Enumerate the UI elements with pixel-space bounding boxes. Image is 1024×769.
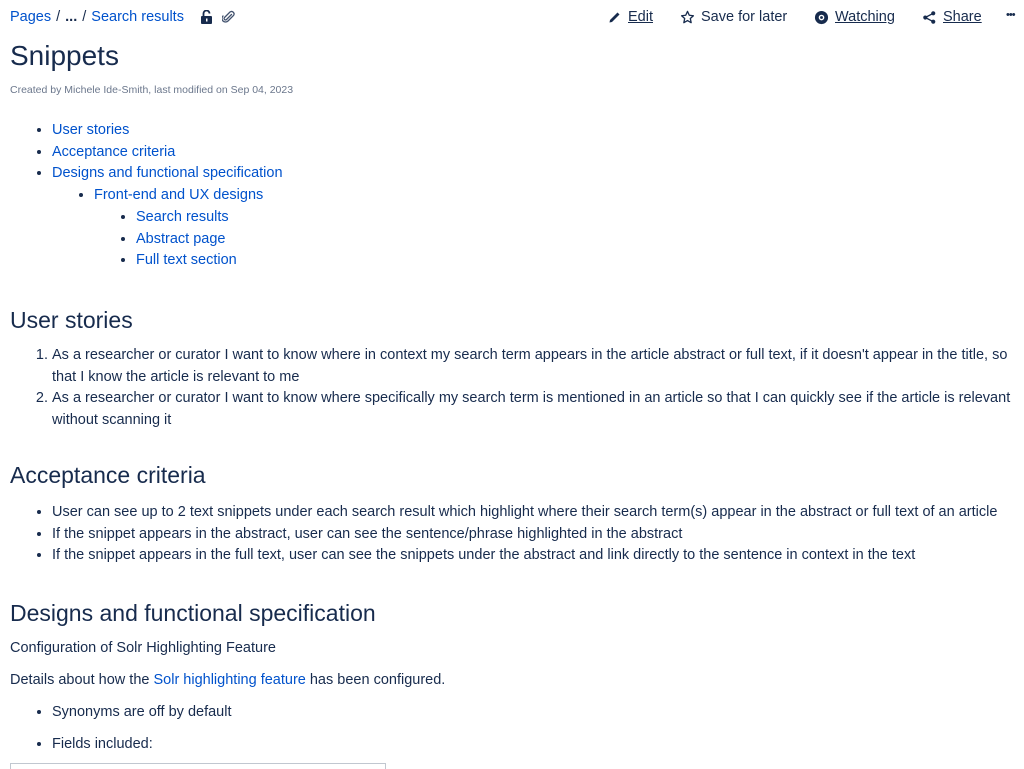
list-item: 1. As a researcher or curator I want to know where in context my search term appears in the article abstract or full text, if it doesn't appear in the title, so that I know the article is relevant to me xyxy=(52,345,1012,388)
user-stories-heading: User stories xyxy=(10,307,133,333)
toc-link-user-stories[interactable]: User stories xyxy=(52,122,130,138)
toc-item xyxy=(136,229,283,251)
config-list xyxy=(0,703,231,767)
toc-link-abstract-page[interactable]: Abstract page xyxy=(136,230,226,247)
toc-link-acceptance-criteria[interactable]: Acceptance criteria xyxy=(52,143,176,160)
more-actions-button[interactable] xyxy=(1006,9,1015,21)
save-for-later-label: Save for later xyxy=(701,9,788,25)
list-item: • If the snippet appears in the abstract, user can see the sentence/phrase highlighted in the abstract xyxy=(52,524,1022,546)
breadcrumb-search-results-link[interactable]: Search results xyxy=(91,9,184,25)
pencil-icon xyxy=(608,10,622,24)
table-of-contents xyxy=(0,120,283,272)
share-icon xyxy=(922,10,937,25)
designs-heading: Designs and functional specification xyxy=(10,600,376,626)
top-bar xyxy=(0,0,1024,36)
toc-item xyxy=(136,250,283,272)
toc-item xyxy=(94,185,283,272)
breadcrumb-pages-link[interactable]: Pages xyxy=(10,9,52,25)
attachment-icon[interactable] xyxy=(222,10,235,24)
fields-table xyxy=(10,763,386,769)
more-icon: ••• xyxy=(1006,9,1015,21)
toc-link-designs[interactable]: Designs and functional specification xyxy=(52,165,283,182)
user-stories-list xyxy=(0,345,1012,431)
breadcrumb-separator: / xyxy=(56,9,61,25)
page-byline: Created by Michele Ide-Smith, last modified on Sep 04, 2023 xyxy=(10,84,294,96)
toc-item xyxy=(52,142,283,164)
breadcrumb-ellipsis[interactable]: ... xyxy=(65,9,78,25)
solr-highlighting-link[interactable]: Solr highlighting feature xyxy=(153,672,306,688)
unlock-icon[interactable] xyxy=(200,10,214,24)
share-label: Share xyxy=(943,9,982,25)
config-details xyxy=(10,672,445,688)
toc-link-search-results[interactable]: Search results xyxy=(136,208,229,225)
list-item: • Synonyms are off by default xyxy=(52,703,231,722)
breadcrumb xyxy=(10,9,235,25)
list-item: • If the snippet appears in the full text, user can see the snippets under the abstract and link directly to the sentence in context in the text xyxy=(52,545,1022,567)
config-details-text: Details about how the xyxy=(10,672,154,688)
save-for-later-button[interactable] xyxy=(680,9,787,25)
toc-link-full-text-section[interactable]: Full text section xyxy=(136,252,237,269)
watching-label: Watching xyxy=(835,9,895,25)
page-title: Snippets xyxy=(10,40,119,71)
share-button[interactable] xyxy=(922,9,982,25)
edit-button[interactable] xyxy=(608,9,653,25)
list-item: 2. As a researcher or curator I want to know where specifically my search term is mentioned in an article so that I can quickly see if the article is relevant without scanning it xyxy=(52,388,1012,431)
acceptance-criteria-heading: Acceptance criteria xyxy=(10,462,206,488)
edit-label: Edit xyxy=(628,9,653,25)
toc-link-frontend[interactable]: Front-end and UX designs xyxy=(94,187,264,204)
star-icon xyxy=(680,10,695,25)
list-item: • User can see up to 2 text snippets under each search result which highlight where their search term(s) appear in the abstract or full text of an article xyxy=(52,502,1022,524)
toc-item xyxy=(136,207,283,229)
breadcrumb-separator: / xyxy=(82,9,87,25)
config-details-text: has been configured. xyxy=(305,672,446,688)
toc-item xyxy=(52,163,283,272)
config-title: Configuration of Solr Highlighting Feature xyxy=(10,640,276,656)
toc-item xyxy=(52,120,283,142)
list-item: • Fields included: xyxy=(52,735,231,754)
acceptance-criteria-list xyxy=(0,502,1022,567)
eye-icon xyxy=(814,10,829,25)
watching-button[interactable] xyxy=(814,9,895,25)
